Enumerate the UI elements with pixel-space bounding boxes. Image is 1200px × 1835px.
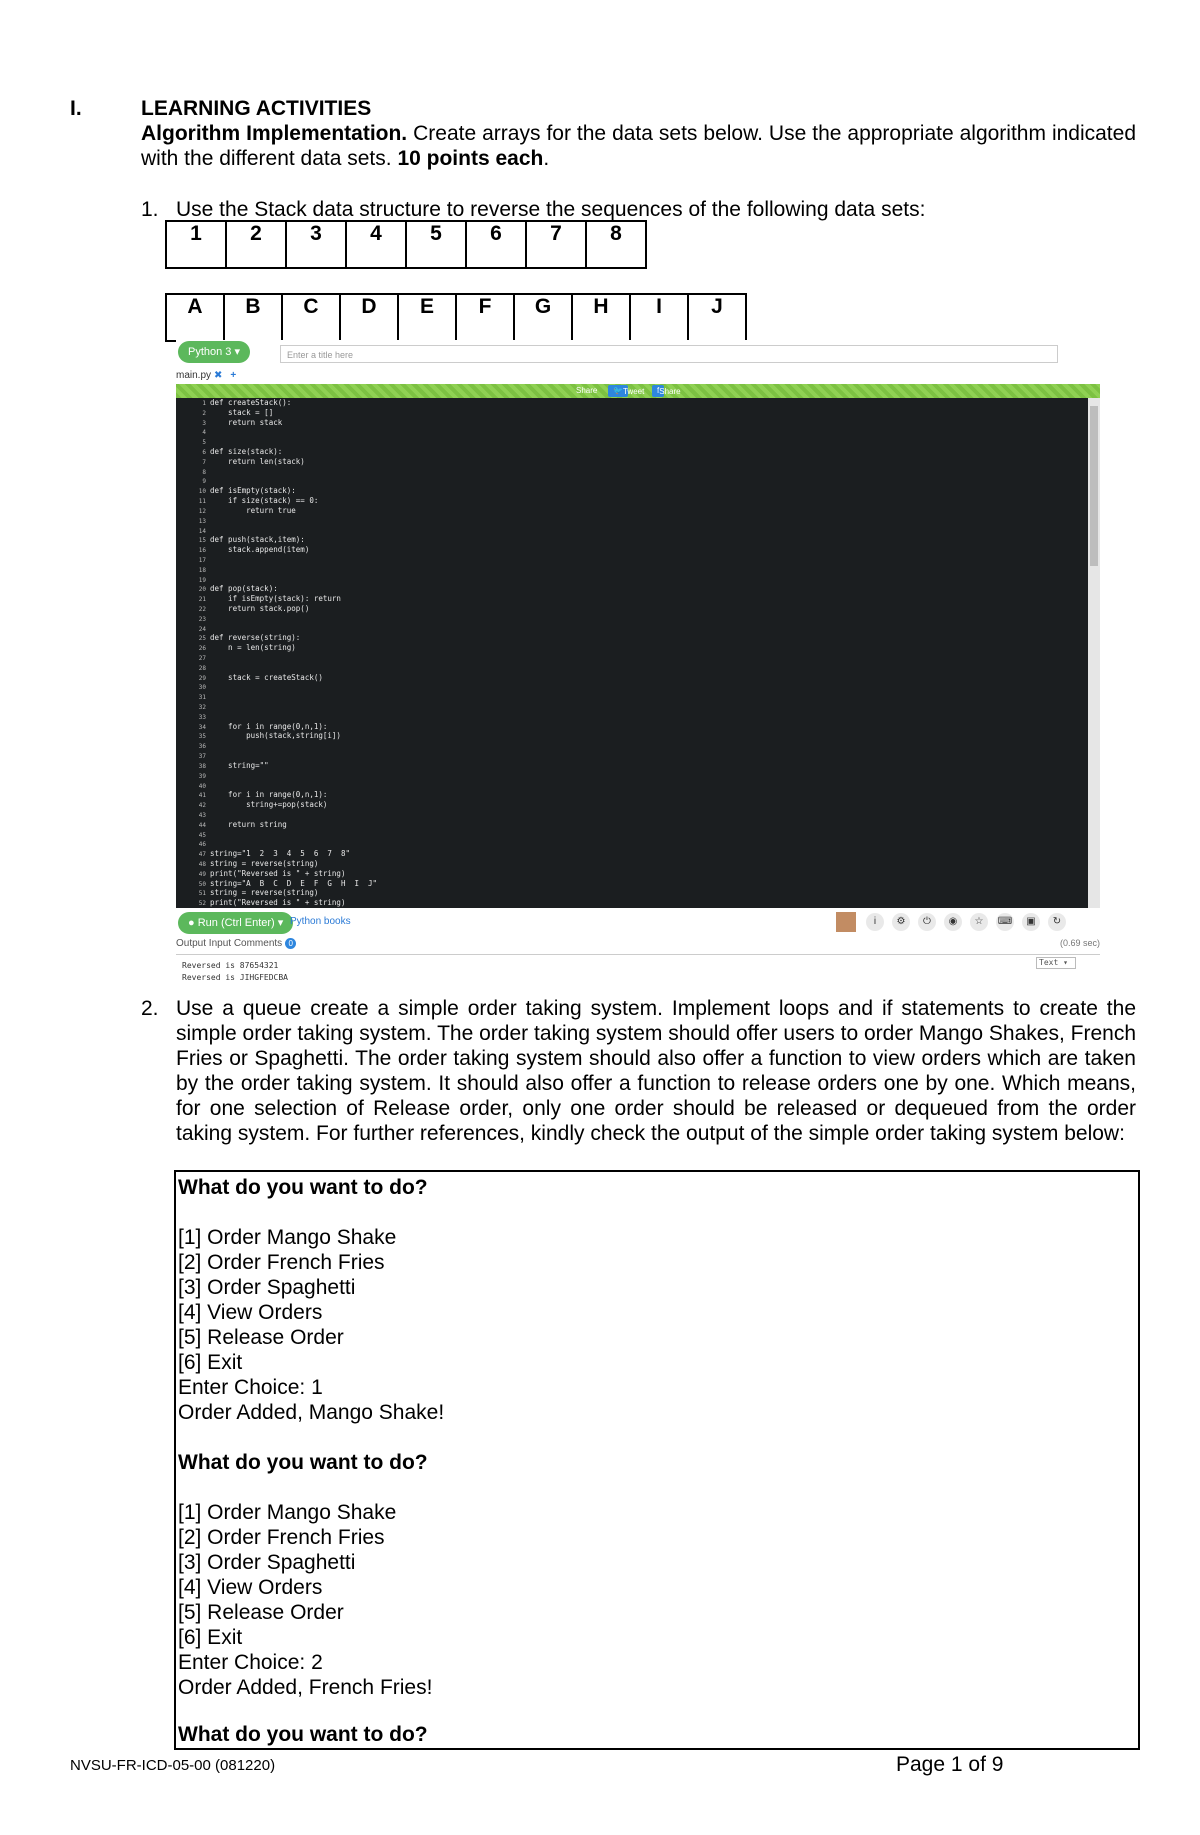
console-result: Order Added, Mango Shake!: [178, 1401, 445, 1424]
line-number: 32: [198, 704, 206, 712]
line-number: 5: [202, 439, 206, 447]
line-number: 47: [198, 851, 206, 859]
console-menu-item: [3] Order Spaghetti: [178, 1551, 356, 1574]
line-number: 30: [198, 684, 206, 692]
line-number: 11: [198, 498, 206, 506]
line-number: 16: [198, 547, 206, 555]
star-icon[interactable]: ☆: [970, 913, 988, 931]
code-line: return len(stack): [210, 456, 305, 466]
run-bar: [176, 910, 1100, 936]
code-line: for i in range(0,n,1):: [210, 790, 328, 800]
github-icon[interactable]: ◉: [944, 913, 962, 931]
line-number: 10: [198, 488, 206, 496]
console-menu-item: [5] Release Order: [178, 1601, 344, 1624]
avatar[interactable]: [836, 912, 856, 932]
line-number: 46: [198, 841, 206, 849]
line-number: 1: [202, 400, 206, 407]
code-line: return stack: [210, 417, 283, 427]
data-set-cell: C: [282, 294, 340, 341]
line-number: 43: [198, 811, 206, 819]
add-tab-icon[interactable]: +: [230, 370, 237, 381]
title-input[interactable]: Enter a title here: [280, 345, 1058, 363]
line-number: 24: [198, 625, 206, 633]
document-code: NVSU-FR-ICD-05-00 (081220): [70, 1757, 276, 1774]
output-panel: [176, 954, 1100, 993]
code-line: stack = []: [210, 407, 274, 417]
scrollbar-thumb[interactable]: [1090, 406, 1098, 566]
data-set-cell: 1: [166, 221, 226, 268]
data-set-cell: E: [398, 294, 456, 341]
facebook-share-button[interactable]: f Share: [652, 385, 664, 397]
code-line: string="": [210, 760, 269, 770]
line-number: 19: [198, 576, 206, 584]
lock-icon[interactable]: ▣: [1022, 913, 1040, 931]
code-line: string+=pop(stack): [210, 800, 328, 810]
file-tab[interactable]: [176, 370, 236, 384]
line-number: 40: [198, 782, 206, 790]
console-prompt: What do you want to do?: [178, 1451, 428, 1474]
line-number: 12: [198, 507, 206, 515]
item-text: Use a queue create a simple order taking system. Implement loops and if statements to create the simple order taking system. The order taking system should offer users to order Mango Shakes, French Fries or Spaghetti. The order taking system should also offer a function to view orders which are taken by the order taking system. It should also offer a function to release orders one by one. Which means, for one selection of Release order, only one order should be released or dequeued from the order taking system. For further references, kindly check the output of the simple order taking system below:: [176, 997, 1136, 1145]
exec-time: (0.69 sec): [1059, 938, 1100, 948]
code-line: def pop(stack):: [210, 584, 278, 594]
line-number: 23: [198, 615, 206, 623]
line-number: 31: [198, 694, 206, 702]
close-icon[interactable]: ✖: [214, 370, 223, 381]
data-set-cell: B: [224, 294, 282, 341]
output-mode-select[interactable]: Text ▾: [1036, 957, 1076, 969]
line-number: 38: [198, 762, 206, 770]
code-line: def createStack():: [210, 398, 292, 407]
run-button[interactable]: ● Run (Ctrl Enter) ▾: [178, 912, 293, 934]
console-menu-item: [6] Exit: [178, 1351, 243, 1374]
line-number: 27: [198, 655, 206, 662]
data-set-cell: 6: [466, 221, 526, 268]
code-line: stack = createStack(): [210, 672, 323, 682]
code-line: def reverse(string):: [210, 633, 301, 643]
code-line: n = len(string): [210, 643, 296, 653]
language-label: Python 3: [188, 346, 232, 358]
intro-bold: Algorithm Implementation.: [141, 122, 408, 145]
editor-scrollbar[interactable]: [1088, 398, 1100, 908]
code-line: def isEmpty(stack):: [210, 486, 296, 496]
line-number: 13: [198, 517, 206, 525]
line-number: 3: [202, 419, 206, 427]
data-set-cell: 5: [406, 221, 466, 268]
line-number: 42: [198, 802, 206, 810]
console-menu-item: [2] Order French Fries: [178, 1251, 385, 1274]
page-number: Page 1 of 9: [896, 1753, 1004, 1776]
power-icon[interactable]: ⏻: [918, 913, 936, 931]
code-line: if size(stack) == 0:: [210, 496, 319, 506]
data-set-cell: D: [340, 294, 398, 341]
comments-count-badge: 0: [285, 938, 296, 949]
console-output-box: [174, 1170, 1140, 1750]
item-text: Use the Stack data structure to reverse the sequences of the following data sets:: [176, 198, 926, 221]
letters-table: [165, 293, 747, 342]
line-number: 36: [198, 743, 206, 751]
keyboard-icon[interactable]: ⌨: [996, 913, 1014, 931]
data-set-cell: J: [688, 294, 746, 341]
line-number: 20: [198, 586, 206, 594]
tweet-button[interactable]: 🐦 Tweet: [608, 385, 628, 397]
line-number: 39: [198, 772, 206, 780]
refresh-icon[interactable]: ↻: [1048, 913, 1066, 931]
code-line: def push(stack,item):: [210, 535, 305, 545]
data-set-cell: 7: [526, 221, 586, 268]
line-number: 21: [198, 596, 206, 604]
code-line: stack.append(item): [210, 545, 310, 555]
code-line: return true: [210, 505, 296, 515]
line-number: 48: [198, 860, 206, 868]
line-number: 49: [198, 870, 206, 878]
code-line: print("Reversed is " + string): [210, 868, 346, 878]
intro-end: .: [543, 147, 550, 170]
code-editor-screenshot: [176, 340, 1100, 992]
data-set-cell: F: [456, 294, 514, 341]
console-menu-item: [2] Order French Fries: [178, 1526, 385, 1549]
console-menu-item: [4] View Orders: [178, 1301, 323, 1324]
console-choice: Enter Choice: 2: [178, 1651, 323, 1674]
item-number: 1.: [141, 198, 159, 221]
tweet-label: Tweet: [622, 387, 645, 396]
line-number: 15: [198, 537, 206, 545]
code-line: string = reverse(string): [210, 858, 319, 868]
console-menu-item: [4] View Orders: [178, 1576, 323, 1599]
code-area[interactable]: [176, 398, 1100, 908]
data-set-cell: A: [166, 294, 224, 341]
line-number: 18: [198, 566, 206, 574]
line-number: 26: [198, 645, 206, 653]
console-choice: Enter Choice: 1: [178, 1376, 323, 1399]
code-line: push(stack,string[i]): [210, 731, 341, 741]
code-line: string="A B C D E F G H I J": [210, 878, 378, 888]
console-menu-item: [1] Order Mango Shake: [178, 1501, 397, 1524]
code-line: print("Reversed is " + string): [210, 898, 346, 908]
line-number: 50: [198, 880, 206, 888]
line-number: 6: [202, 449, 206, 457]
code-lines: [210, 398, 1070, 908]
info-icon[interactable]: i: [866, 913, 884, 931]
section-intro: [141, 121, 1136, 171]
line-number: 22: [198, 605, 206, 613]
share-count-label: Share: [659, 387, 681, 396]
line-number-gutter: [176, 398, 208, 908]
run-label: Run (Ctrl Enter): [197, 917, 275, 929]
line-number: 41: [198, 792, 206, 800]
line-number: 45: [198, 831, 206, 839]
line-number: 35: [198, 733, 206, 741]
data-set-cell: 4: [346, 221, 406, 268]
share-label: Share: [576, 386, 598, 395]
item-number: 2.: [141, 997, 159, 1020]
line-number: 37: [198, 753, 206, 761]
section-number: I.: [70, 97, 82, 120]
output-mode-label: Text: [1039, 958, 1059, 967]
console-prompt: What do you want to do?: [178, 1176, 428, 1199]
console-menu-item: [6] Exit: [178, 1626, 243, 1649]
console-result: Order Added, French Fries!: [178, 1676, 433, 1699]
python-books-link[interactable]: Python books: [290, 916, 351, 927]
intro-points: 10 points each: [397, 147, 544, 170]
item-2: [0, 996, 1200, 1171]
code-line: for i in range(0,n,1):: [210, 721, 328, 731]
data-set-cell: 8: [586, 221, 646, 268]
line-number: 51: [198, 890, 206, 898]
numbers-table: [165, 220, 647, 269]
code-line: string="1 2 3 4 5 6 7 8": [210, 849, 350, 859]
language-select[interactable]: Python 3 ▾: [178, 341, 250, 363]
letters-row: [166, 294, 746, 341]
line-number: 34: [198, 723, 206, 731]
console-menu-item: [3] Order Spaghetti: [178, 1276, 356, 1299]
console-prompt: What do you want to do?: [178, 1723, 428, 1746]
line-number: 25: [198, 635, 206, 643]
share-bar: [176, 384, 1100, 398]
code-line: return string: [210, 819, 287, 829]
line-number: 9: [202, 478, 206, 486]
console-menu-item: [5] Release Order: [178, 1326, 344, 1349]
line-number: 29: [198, 674, 206, 682]
output-line: Reversed is JIHGFEDCBA: [182, 973, 288, 982]
line-number: 7: [202, 458, 206, 466]
file-tab-label: main.py: [176, 370, 212, 381]
editor-toolbar: [176, 340, 1100, 364]
data-set-cell: H: [572, 294, 630, 341]
output-line: Reversed is 87654321: [182, 961, 279, 970]
gear-icon[interactable]: ⚙: [892, 913, 910, 931]
item-1: [0, 197, 1200, 222]
code-line: def size(stack):: [210, 447, 283, 457]
code-line: return stack.pop(): [210, 603, 310, 613]
line-number: 28: [198, 664, 206, 672]
data-set-cell: 2: [226, 221, 286, 268]
code-line: string = reverse(string): [210, 888, 319, 898]
line-number: 44: [198, 821, 206, 829]
code-line: if isEmpty(stack): return: [210, 594, 341, 604]
console-menu-item: [1] Order Mango Shake: [178, 1226, 397, 1249]
line-number: 4: [202, 429, 206, 437]
line-number: 33: [198, 713, 206, 721]
numbers-row: [166, 221, 646, 268]
data-set-cell: 3: [286, 221, 346, 268]
line-number: 2: [202, 409, 206, 417]
section-title: LEARNING ACTIVITIES: [141, 97, 372, 120]
output-tabs-label: Output Input Comments: [176, 938, 283, 949]
line-number: 8: [202, 468, 206, 476]
data-set-cell: I: [630, 294, 688, 341]
line-number: 14: [198, 527, 206, 535]
output-tabs[interactable]: [176, 938, 1100, 952]
line-number: 17: [198, 556, 206, 564]
data-set-cell: G: [514, 294, 572, 341]
line-number: 52: [198, 900, 206, 908]
intro-text: Create arrays for the data sets below. Use the appropriate algorithm indicated with the different data sets.: [141, 122, 1136, 170]
